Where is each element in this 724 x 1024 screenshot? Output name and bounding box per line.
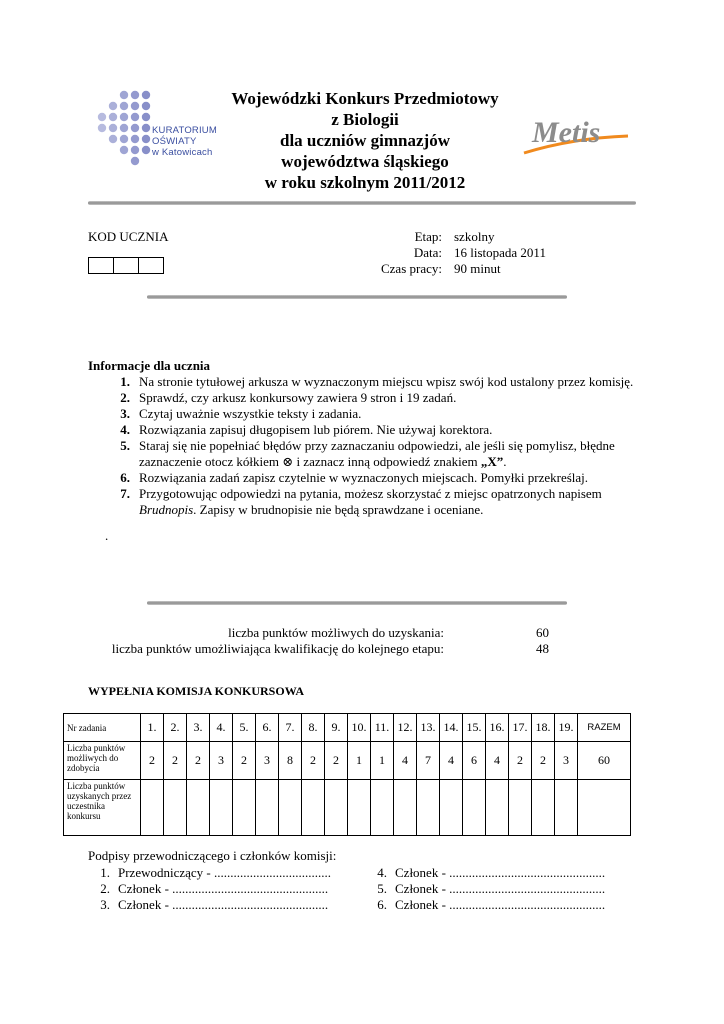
earned-points-cell[interactable]	[486, 780, 509, 836]
signature-number: 4.	[377, 865, 387, 880]
max-points-cell: 2	[187, 742, 210, 780]
logo-dot	[131, 146, 139, 154]
info-item-text	[130, 486, 641, 518]
task-number-cell: 7.	[279, 714, 302, 742]
max-points-cell: 1	[371, 742, 394, 780]
logo-dot	[131, 135, 139, 143]
total-header: RAZEM	[578, 714, 631, 742]
kuratorium-logo	[88, 85, 218, 180]
max-points-cell: 2	[233, 742, 256, 780]
divider-1	[88, 201, 636, 205]
max-points-cell: 8	[279, 742, 302, 780]
info-item-number: 6.	[120, 470, 130, 485]
earned-points-cell[interactable]	[440, 780, 463, 836]
info-item-number: 1.	[120, 374, 130, 389]
exam-time-label: Czas pracy:	[380, 261, 442, 276]
metis-logo-icon	[518, 108, 633, 168]
earned-points-row	[64, 780, 631, 836]
possible-points-row	[0, 624, 724, 641]
task-number-cell: 3.	[187, 714, 210, 742]
exam-details	[360, 229, 546, 277]
earned-points-cell[interactable]	[233, 780, 256, 836]
divider-3	[147, 601, 567, 605]
signature-label: Członek - ................................................	[118, 897, 329, 912]
brudnopis-word: Brudnopis	[139, 502, 194, 517]
info-item-text-part: Przygotowując odpowiedzi na pytania, możesz skorzystać z miejsc opatrzonych napisem	[139, 486, 602, 501]
signature-label: Członek - ................................................	[395, 897, 606, 912]
qualify-points-value: 48	[536, 641, 549, 656]
info-item	[101, 438, 641, 470]
title-line-4: województwa śląskiego	[281, 152, 449, 171]
logo-dot	[109, 113, 117, 121]
signature-label: Członek - ................................................	[118, 881, 329, 896]
grading-table	[63, 713, 631, 836]
signature-number: 6.	[377, 897, 387, 912]
info-item-text: Czytaj uważnie wszystkie teksty i zadania.	[139, 406, 362, 421]
title-line-2: z Biologii	[331, 110, 399, 129]
task-number-cell: 13.	[417, 714, 440, 742]
exam-stage-row	[360, 229, 546, 245]
exam-date-value: 16 listopada 2011	[454, 245, 546, 260]
logo-line-2: OŚWIATY	[152, 136, 197, 147]
qualify-points-label: liczba punktów umożliwiająca kwalifikację do kolejnego etapu:	[111, 641, 444, 656]
logo-dot	[98, 124, 106, 132]
info-item-text-part: i zaznacz inną odpowiedź znakiem	[293, 454, 481, 469]
info-item-number: 3.	[120, 406, 130, 421]
info-item	[101, 390, 641, 406]
contest-title	[215, 88, 515, 193]
student-code-box-2[interactable]	[113, 257, 139, 274]
info-item-number: 5.	[120, 438, 130, 453]
signatures-right	[365, 865, 605, 913]
task-number-cell: 2.	[164, 714, 187, 742]
info-item-text-part: Staraj się nie popełniać błędów przy zaznaczaniu odpowiedzi, ale jeśli się pomylisz, błędne zaznaczenie otocz kółkiem	[139, 438, 615, 469]
committee-heading: WYPEŁNIA KOMISJA KONKURSOWA	[88, 684, 305, 698]
task-number-cell: 14.	[440, 714, 463, 742]
info-item	[101, 422, 641, 438]
logo-dot	[131, 124, 139, 132]
info-item-text-part: .	[503, 454, 507, 469]
earned-points-cell[interactable]	[509, 780, 532, 836]
max-points-cell: 1	[348, 742, 371, 780]
exam-time-row	[360, 261, 546, 277]
earned-points-cell[interactable]	[325, 780, 348, 836]
possible-points-value: 60	[536, 625, 549, 640]
exam-date-row	[360, 245, 546, 261]
logo-dot	[142, 113, 150, 121]
max-points-cell: 4	[394, 742, 417, 780]
max-points-row	[64, 742, 631, 780]
task-number-cell: 10.	[348, 714, 371, 742]
earned-total-cell[interactable]	[578, 780, 631, 836]
logo-dot	[131, 113, 139, 121]
logo-dot	[109, 135, 117, 143]
earned-points-cell[interactable]	[279, 780, 302, 836]
signature-line[interactable]	[365, 865, 605, 881]
info-item	[101, 470, 641, 486]
kuratorium-dots-icon	[88, 85, 158, 180]
x-mark: „X”	[480, 454, 504, 469]
task-number-cell: 12.	[394, 714, 417, 742]
metis-logo	[518, 108, 633, 168]
total-max-cell: 60	[578, 742, 631, 780]
earned-points-cell[interactable]	[348, 780, 371, 836]
title-line-5: w roku szkolnym 2011/2012	[264, 173, 466, 192]
earned-points-cell[interactable]	[187, 780, 210, 836]
earned-points-cell[interactable]	[302, 780, 325, 836]
task-number-cell: 18.	[532, 714, 555, 742]
info-item-text: Rozwiązania zapisuj długopisem lub piórem. Nie używaj korektora.	[139, 422, 493, 437]
max-points-cell: 4	[440, 742, 463, 780]
logo-dot	[109, 124, 117, 132]
metis-logo-text: Metis	[532, 116, 601, 149]
kuratorium-logo-text	[152, 125, 217, 158]
earned-points-cell[interactable]	[210, 780, 233, 836]
signature-label: Członek - ................................................	[395, 881, 606, 896]
max-points-cell: 2	[325, 742, 348, 780]
logo-dot	[131, 91, 139, 99]
task-number-cell: 8.	[302, 714, 325, 742]
max-points-cell: 6	[463, 742, 486, 780]
earned-points-cell[interactable]	[164, 780, 187, 836]
student-code-label: KOD UCZNIA	[88, 229, 169, 244]
max-points-cell: 2	[141, 742, 164, 780]
possible-points-label: liczba punktów możliwych do uzyskania:	[228, 625, 444, 640]
trailing-dot: .	[105, 528, 109, 543]
logo-dot	[142, 146, 150, 154]
max-points-cell: 2	[164, 742, 187, 780]
info-item-text	[130, 438, 641, 470]
task-number-cell: 1.	[141, 714, 164, 742]
signature-line[interactable]	[88, 897, 331, 913]
task-number-cell: 9.	[325, 714, 348, 742]
logo-dot	[131, 157, 139, 165]
info-item-text: Sprawdź, czy arkusz konkursowy zawiera 9 stron i 19 zadań.	[139, 390, 457, 405]
max-points-header: Liczba punktów możliwych do zdobycia	[64, 742, 141, 780]
info-heading: Informacje dla ucznia	[88, 358, 211, 373]
logo-dot	[120, 135, 128, 143]
logo-dot	[120, 102, 128, 110]
exam-date-label: Data:	[413, 245, 442, 260]
earned-points-header: Liczba punktów uzyskanych przez uczestnika konkursu	[64, 780, 141, 836]
max-points-cell: 3	[256, 742, 279, 780]
info-item-text-part: . Zapisy w brudnopisie nie będą sprawdzane i oceniane.	[193, 502, 484, 517]
task-number-cell: 5.	[233, 714, 256, 742]
logo-dot	[142, 102, 150, 110]
max-points-cell: 3	[210, 742, 233, 780]
logo-dot	[120, 113, 128, 121]
exam-time-value: 90 minut	[454, 261, 501, 276]
signature-number: 3.	[100, 897, 110, 912]
info-list	[101, 374, 641, 518]
logo-dot	[142, 91, 150, 99]
task-number-header: Nr zadania	[64, 714, 141, 742]
task-number-row	[64, 714, 631, 742]
circled-x-icon: ⊗	[282, 454, 294, 469]
signature-number: 5.	[377, 881, 387, 896]
earned-points-cell[interactable]	[256, 780, 279, 836]
signature-line[interactable]	[88, 865, 331, 881]
signatures-heading: Podpisy przewodniczącego i członków komisji:	[88, 848, 337, 863]
info-item-number: 7.	[120, 486, 130, 501]
earned-points-cell[interactable]	[141, 780, 164, 836]
signature-line[interactable]	[365, 881, 605, 897]
max-points-cell: 2	[509, 742, 532, 780]
task-number-cell: 15.	[463, 714, 486, 742]
signature-number: 2.	[100, 881, 110, 896]
exam-stage-label: Etap:	[414, 229, 442, 244]
logo-dot	[98, 113, 106, 121]
info-item-text: Na stronie tytułowej arkusza w wyznaczonym miejscu wpisz swój kod ustalony przez komisję.	[139, 374, 634, 389]
max-points-cell: 2	[532, 742, 555, 780]
logo-dot	[131, 102, 139, 110]
info-item	[101, 374, 641, 390]
earned-points-cell[interactable]	[555, 780, 578, 836]
earned-points-cell[interactable]	[532, 780, 555, 836]
earned-points-cell[interactable]	[417, 780, 440, 836]
info-item-number: 2.	[120, 390, 130, 405]
title-line-3: dla uczniów gimnazjów	[280, 131, 450, 150]
student-code-box-3[interactable]	[138, 257, 164, 274]
logo-dot	[142, 124, 150, 132]
student-code-boxes[interactable]	[88, 257, 164, 274]
qualify-points-row	[0, 640, 724, 657]
task-number-cell: 11.	[371, 714, 394, 742]
task-number-cell: 6.	[256, 714, 279, 742]
info-item	[101, 486, 641, 518]
exam-stage-value: szkolny	[454, 229, 495, 244]
info-item	[101, 406, 641, 422]
logo-dot	[142, 135, 150, 143]
earned-points-cell[interactable]	[371, 780, 394, 836]
logo-dot	[120, 124, 128, 132]
signature-line[interactable]	[365, 897, 605, 913]
divider-2	[147, 295, 567, 299]
signature-label: Członek - ................................................	[395, 865, 606, 880]
logo-line-1: KURATORIUM	[152, 125, 217, 136]
task-number-cell: 19.	[555, 714, 578, 742]
title-line-1: Wojewódzki Konkurs Przedmiotowy	[231, 89, 499, 108]
max-points-cell: 2	[302, 742, 325, 780]
earned-points-cell[interactable]	[463, 780, 486, 836]
task-number-cell: 4.	[210, 714, 233, 742]
max-points-cell: 4	[486, 742, 509, 780]
task-number-cell: 16.	[486, 714, 509, 742]
signature-line[interactable]	[88, 881, 331, 897]
logo-dot	[120, 146, 128, 154]
signature-label: Przewodniczący - ....................................	[118, 865, 332, 880]
earned-points-cell[interactable]	[394, 780, 417, 836]
logo-dot	[120, 91, 128, 99]
logo-dot	[109, 102, 117, 110]
max-points-cell: 7	[417, 742, 440, 780]
task-number-cell: 17.	[509, 714, 532, 742]
max-points-cell: 3	[555, 742, 578, 780]
info-item-text: Rozwiązania zadań zapisz czytelnie w wyznaczonych miejscach. Pomyłki przekreślaj.	[139, 470, 589, 485]
info-item-number: 4.	[120, 422, 130, 437]
student-code-box-1[interactable]	[88, 257, 114, 274]
signatures-left	[88, 865, 331, 913]
logo-line-3: w Katowicach	[152, 147, 213, 158]
signature-number: 1.	[100, 865, 110, 880]
